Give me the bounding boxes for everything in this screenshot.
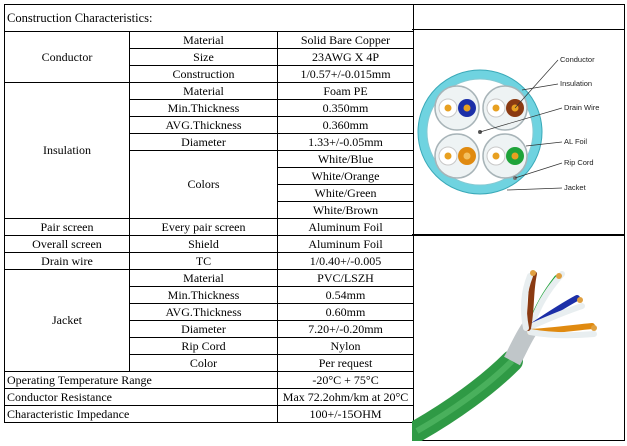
cable-illustration bbox=[412, 236, 624, 441]
param-cell: Min.Thickness bbox=[130, 100, 278, 117]
value-cell: Per request bbox=[278, 355, 414, 372]
cable-photo-panel bbox=[412, 235, 625, 441]
color-cell: White/Green bbox=[278, 185, 414, 202]
param-cell: Diameter bbox=[130, 134, 278, 151]
label-rip-cord: Rip Cord bbox=[564, 158, 594, 167]
param-cell: Material bbox=[130, 32, 278, 49]
resistance-label: Conductor Resistance bbox=[5, 389, 278, 406]
copper-core bbox=[445, 105, 452, 112]
value-cell: 1/0.40+/-0.005 bbox=[278, 253, 414, 270]
value-cell: 1.33+/-0.05mm bbox=[278, 134, 414, 151]
param-cell: Material bbox=[130, 83, 278, 100]
color-cell: White/Brown bbox=[278, 202, 414, 219]
value-cell: Foam PE bbox=[278, 83, 414, 100]
overall-screen-label: Overall screen bbox=[5, 236, 130, 253]
temperature-label: Operating Temperature Range bbox=[5, 372, 278, 389]
cross-section-diagram bbox=[412, 30, 624, 235]
label-jacket: Jacket bbox=[564, 183, 586, 192]
param-cell: TC bbox=[130, 253, 278, 270]
value-cell: PVC/LSZH bbox=[278, 270, 414, 287]
copper-core bbox=[445, 153, 452, 160]
value-cell: Nylon bbox=[278, 338, 414, 355]
label-drain-wire: Drain Wire bbox=[564, 103, 600, 112]
insulation-label: Insulation bbox=[5, 83, 130, 219]
value-cell: 0.60mm bbox=[278, 304, 414, 321]
copper-core bbox=[512, 153, 519, 160]
param-cell: AVG.Thickness bbox=[130, 117, 278, 134]
param-cell: Shield bbox=[130, 236, 278, 253]
twisted-pairs bbox=[524, 274, 594, 335]
param-cell: Rip Cord bbox=[130, 338, 278, 355]
copper-core bbox=[464, 153, 471, 160]
cross-section-panel bbox=[412, 29, 625, 235]
label-al-foil: AL Foil bbox=[564, 137, 588, 146]
construction-table bbox=[4, 4, 414, 423]
param-cell: AVG.Thickness bbox=[130, 304, 278, 321]
param-cell: Material bbox=[130, 270, 278, 287]
value-cell: Max 72.2ohm/km at 20°C bbox=[278, 389, 414, 406]
value-cell: Aluminum Foil bbox=[278, 219, 414, 236]
param-cell: Every pair screen bbox=[130, 219, 278, 236]
param-cell: Diameter bbox=[130, 321, 278, 338]
param-cell: Min.Thickness bbox=[130, 287, 278, 304]
copper-core bbox=[493, 153, 500, 160]
value-cell: 7.20+/-0.20mm bbox=[278, 321, 414, 338]
conductor-label: Conductor bbox=[5, 32, 130, 83]
copper-core bbox=[493, 105, 500, 112]
jacket-label: Jacket bbox=[5, 270, 130, 372]
table-title: Construction Characteristics: bbox=[5, 5, 414, 32]
param-cell: Color bbox=[130, 355, 278, 372]
value-cell: -20°C + 75°C bbox=[278, 372, 414, 389]
value-cell: 0.54mm bbox=[278, 287, 414, 304]
impedance-label: Characteristic Impedance bbox=[5, 406, 278, 423]
value-cell: 0.360mm bbox=[278, 117, 414, 134]
color-cell: White/Blue bbox=[278, 151, 414, 168]
copper-core bbox=[464, 105, 471, 112]
label-conductor: Conductor bbox=[560, 55, 595, 64]
value-cell: Solid Bare Copper bbox=[278, 32, 414, 49]
value-cell: 0.350mm bbox=[278, 100, 414, 117]
colors-label: Colors bbox=[130, 151, 278, 219]
value-cell: Aluminum Foil bbox=[278, 236, 414, 253]
pair-screen-label: Pair screen bbox=[5, 219, 130, 236]
value-cell: 1/0.57+/-0.015mm bbox=[278, 66, 414, 83]
param-cell: Construction bbox=[130, 66, 278, 83]
image-header-cell bbox=[412, 4, 625, 30]
color-cell: White/Orange bbox=[278, 168, 414, 185]
drain-wire-label: Drain wire bbox=[5, 253, 130, 270]
param-cell: Size bbox=[130, 49, 278, 66]
value-cell: 100+/-15OHM bbox=[278, 406, 414, 423]
label-insulation: Insulation bbox=[560, 79, 593, 88]
value-cell: 23AWG X 4P bbox=[278, 49, 414, 66]
